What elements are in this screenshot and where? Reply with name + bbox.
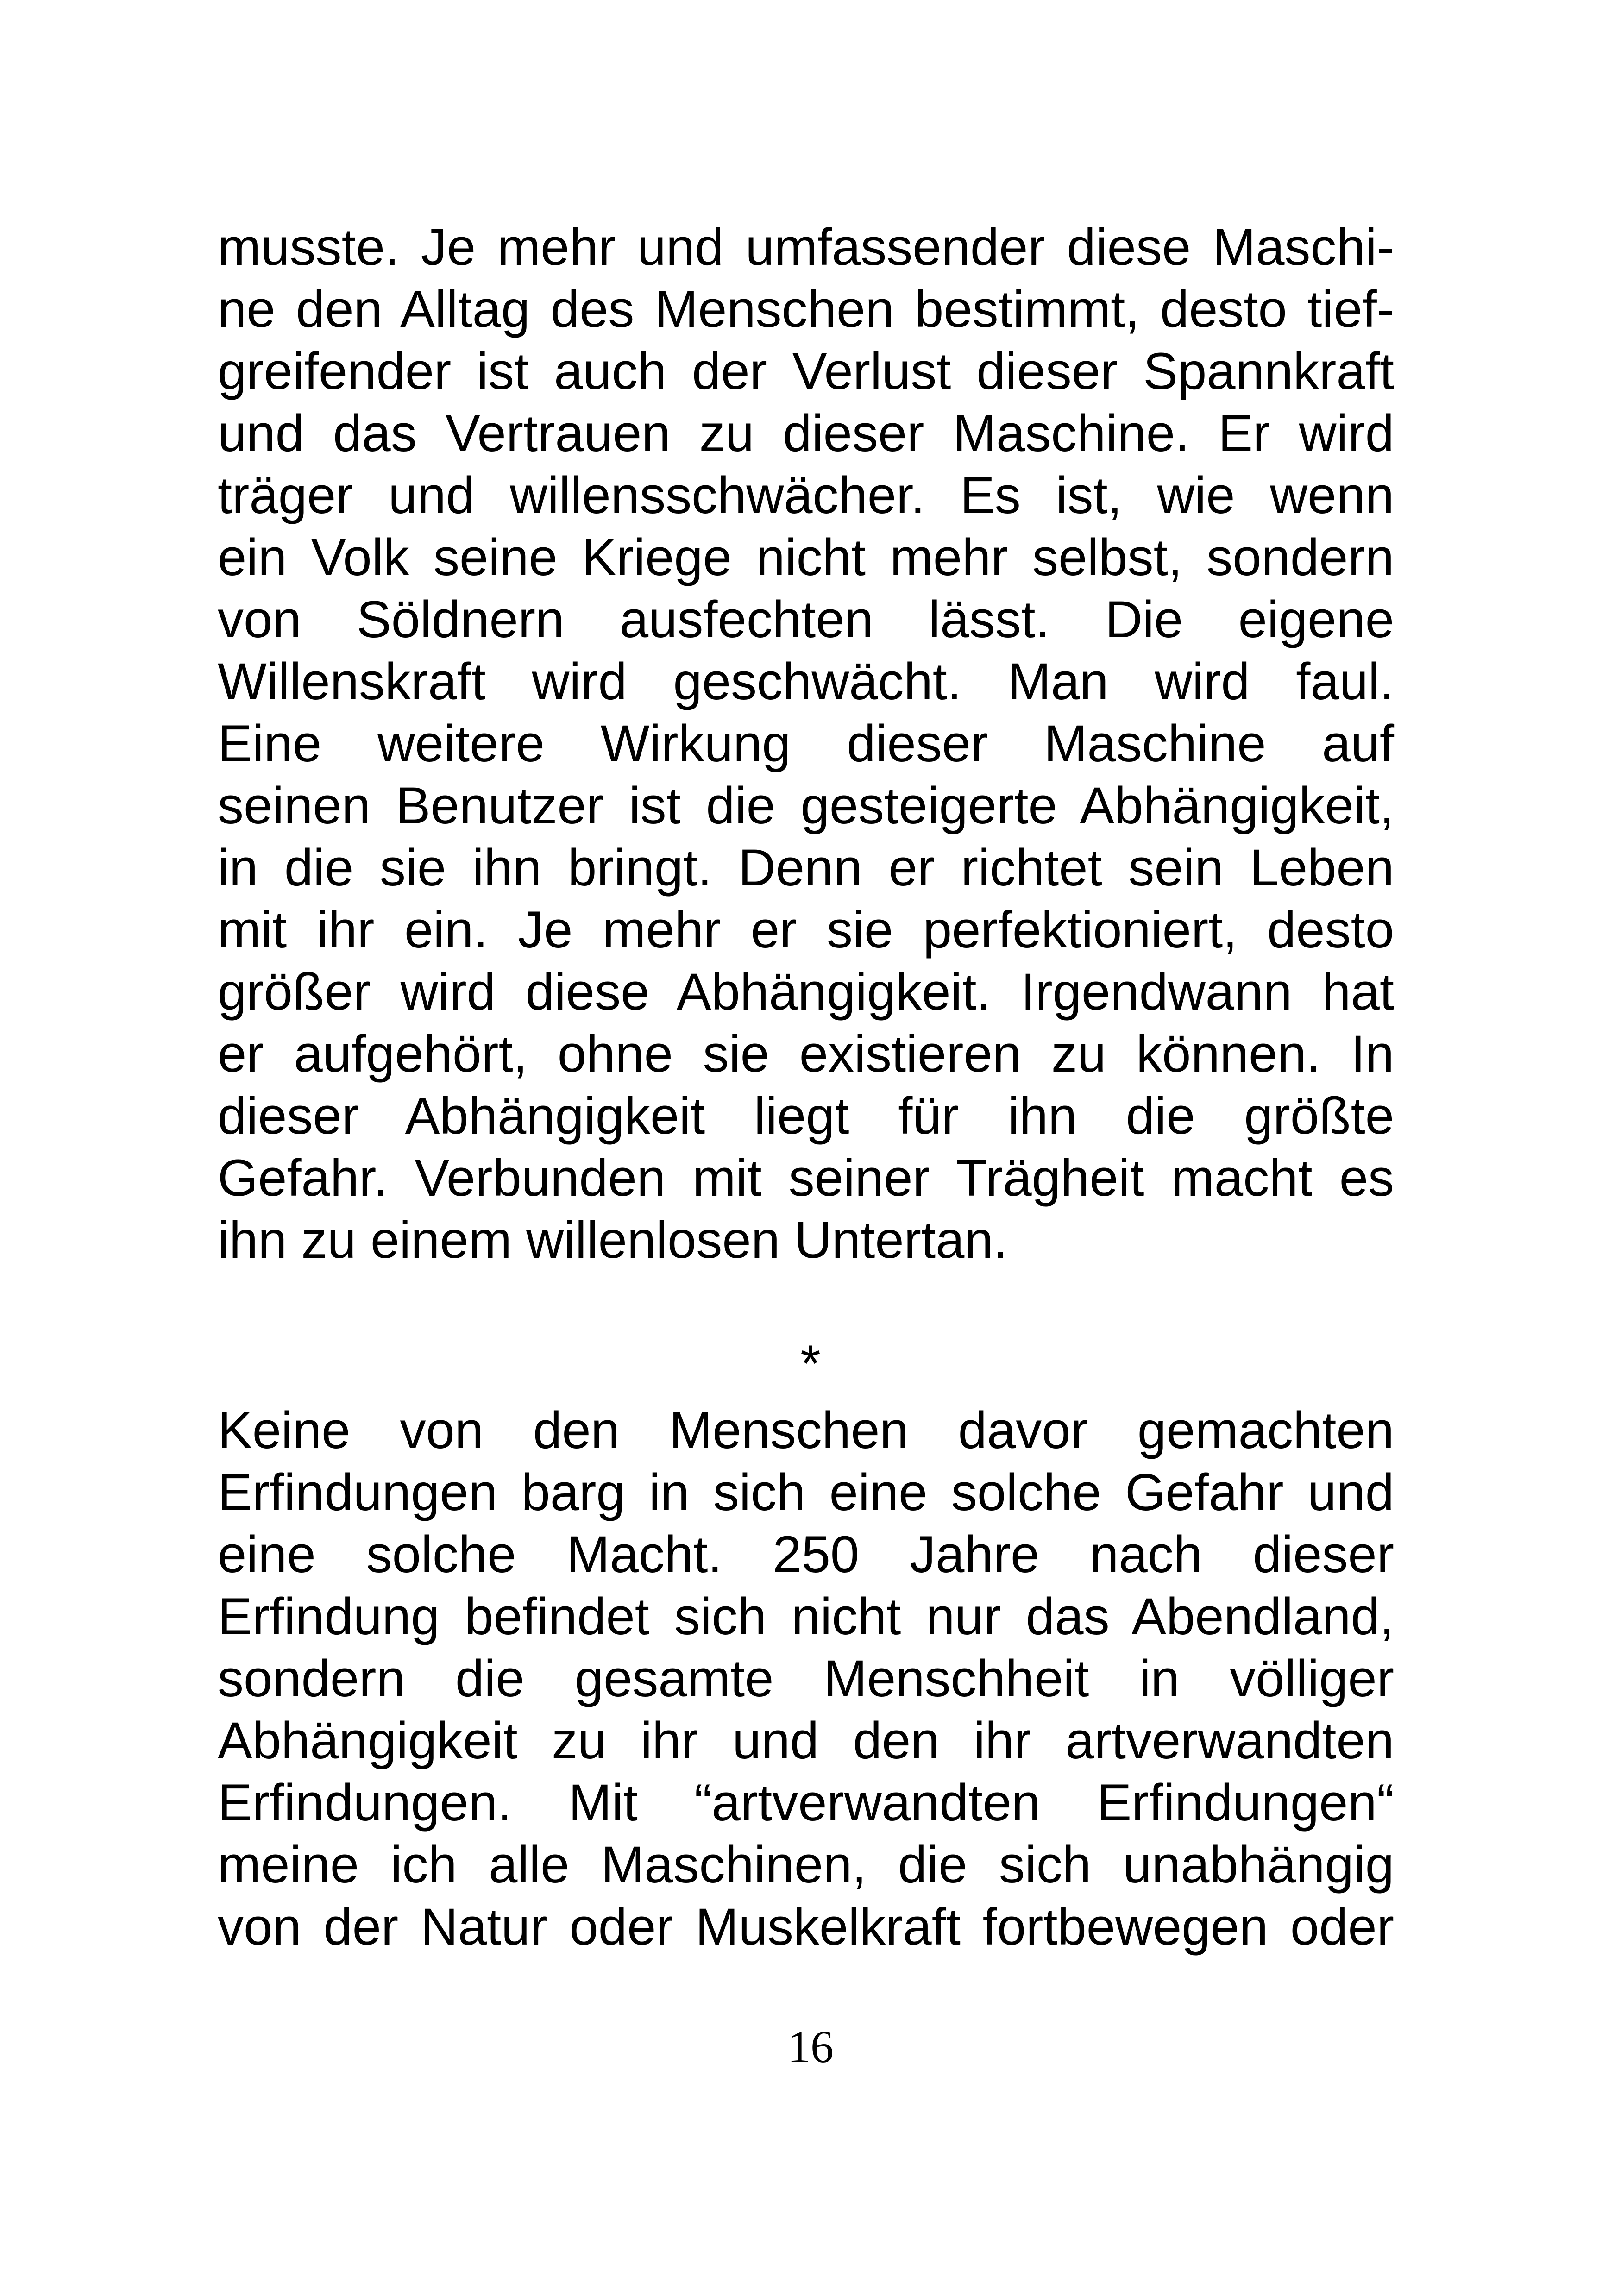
paragraph-1 [218,216,1394,1271]
text-line: seinen Benutzer ist die gesteigerte Abhängigkeit, [218,777,1394,834]
text-line: Erfindung befindet sich nicht nur das Abendland, [218,1587,1394,1645]
text-line: Willenskraft wird geschwächt. Man wird faul. [218,652,1394,710]
text-line: Gefahr. Verbunden mit seiner Trägheit macht es [218,1149,1394,1207]
text-line: Eine weitere Wirkung dieser Maschine auf [218,715,1394,772]
text-line: mit ihr ein. Je mehr er sie perfektioniert, desto [218,901,1394,959]
text-line: Keine von den Menschen davor gemachten [218,1401,1394,1459]
paragraph-2 [218,1399,1394,1958]
text-line: Abhängigkeit zu ihr und den ihr artverwandten [218,1712,1394,1769]
text-line: und das Vertrauen zu dieser Maschine. Er wird [218,404,1394,462]
text-line: ihn zu einem willenlosen Untertan. [218,1211,1008,1269]
text-line: er aufgehört, ohne sie existieren zu können. In [218,1025,1394,1083]
section-separator: * [800,1335,821,1393]
text-line: in die sie ihn bringt. Denn er richtet sein Leben [218,839,1394,897]
text-line: von der Natur oder Muskelkraft fortbewegen oder [218,1898,1394,1956]
text-line: dieser Abhängigkeit liegt für ihn die größte [218,1087,1394,1145]
page-number: 16 [787,2021,834,2072]
text-line: träger und willensschwächer. Es ist, wie wenn [218,466,1394,524]
text-line: sondern die gesamte Menschheit in völliger [218,1650,1394,1707]
text-line: eine solche Macht. 250 Jahre nach dieser [218,1525,1394,1583]
text-line: musste. Je mehr und umfassender diese Maschi- [218,218,1394,276]
text-line: meine ich alle Maschinen, die sich unabhängig [218,1836,1394,1894]
text-line: ein Volk seine Kriege nicht mehr selbst, sondern [218,528,1394,586]
text-line: greifender ist auch der Verlust dieser Spannkraft [218,342,1394,400]
text-line: größer wird diese Abhängigkeit. Irgendwann hat [218,963,1394,1021]
text-line: Erfindungen. Mit “artverwandten Erfindungen“ [218,1774,1394,1832]
text-line: ne den Alltag des Menschen bestimmt, desto tief- [218,280,1394,338]
text-line: von Söldnern ausfechten lässt. Die eigene [218,590,1394,648]
text-line: Erfindungen barg in sich eine solche Gefahr und [218,1463,1394,1521]
